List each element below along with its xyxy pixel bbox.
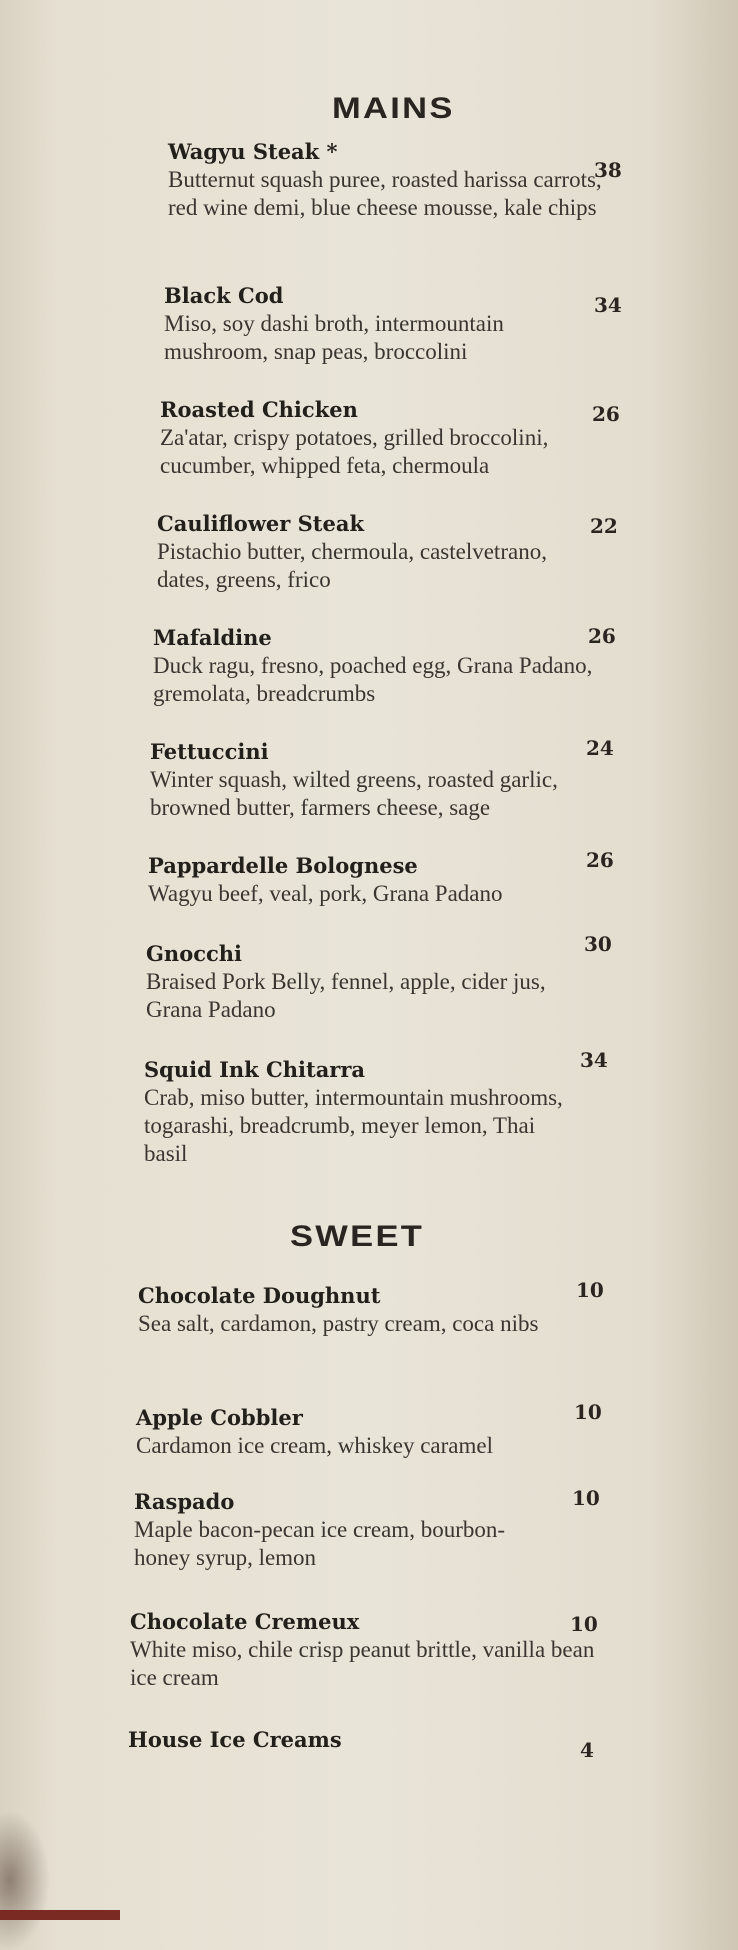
item-description: Sea salt, cardamon, pastry cream, coca nibs xyxy=(138,1311,539,1336)
item-name: Squid Ink Chitarra xyxy=(144,1057,366,1082)
item-name: Black Cod xyxy=(164,283,284,308)
item-description: Za'atar, crispy potatoes, grilled broccolini, cucumber, whipped feta, chermoula xyxy=(160,425,549,478)
item-price: 34 xyxy=(580,1048,608,1072)
menu-item xyxy=(136,1404,606,1460)
item-name: Mafaldine xyxy=(153,625,272,650)
section-title-mains: MAINS xyxy=(332,92,455,125)
item-description: Pistachio butter, chermoula, castelvetrano, dates, greens, frico xyxy=(157,539,547,592)
menu-item xyxy=(164,282,604,366)
menu-item xyxy=(128,1726,548,1754)
item-price: 26 xyxy=(586,848,614,872)
item-description: White miso, chile crisp peanut brittle, vanilla bean ice cream xyxy=(130,1637,595,1690)
item-name: Roasted Chicken xyxy=(160,397,358,422)
item-price: 4 xyxy=(580,1738,594,1762)
menu-item xyxy=(157,510,597,594)
table-edge xyxy=(0,1910,120,1920)
menu-item xyxy=(168,138,608,222)
item-price: 26 xyxy=(592,402,620,426)
item-price: 26 xyxy=(588,624,616,648)
item-name: Wagyu Steak * xyxy=(168,139,338,164)
item-name: House Ice Creams xyxy=(128,1727,342,1752)
menu-item xyxy=(130,1608,600,1692)
item-description: Butternut squash puree, roasted harissa carrots, red wine demi, blue cheese mousse, kale chips xyxy=(168,167,602,220)
item-description: Wagyu beef, veal, pork, Grana Padano xyxy=(148,881,503,906)
item-description: Maple bacon-pecan ice cream, bourbon-honey syrup, lemon xyxy=(134,1517,506,1570)
section-title-sweet: SWEET xyxy=(290,1220,425,1253)
item-price: 10 xyxy=(572,1486,600,1510)
menu-item xyxy=(146,940,586,1024)
item-price: 24 xyxy=(586,736,614,760)
item-description: Cardamon ice cream, whiskey caramel xyxy=(136,1433,493,1458)
item-price: 10 xyxy=(576,1278,604,1302)
menu-item xyxy=(134,1488,554,1572)
item-price: 10 xyxy=(574,1400,602,1424)
item-description: Duck ragu, fresno, poached egg, Grana Padano, gremolata, breadcrumbs xyxy=(153,653,593,706)
item-name: Chocolate Cremeux xyxy=(130,1609,360,1634)
menu-item xyxy=(160,396,620,480)
item-price: 22 xyxy=(590,514,618,538)
menu-item xyxy=(153,624,593,708)
item-price: 38 xyxy=(594,158,622,182)
item-description: Winter squash, wilted greens, roasted garlic, browned butter, farmers cheese, sage xyxy=(150,767,558,820)
item-name: Gnocchi xyxy=(146,941,243,966)
finger-shadow xyxy=(0,1810,50,1950)
menu-item xyxy=(138,1282,558,1338)
item-name: Apple Cobbler xyxy=(136,1405,303,1430)
menu-item xyxy=(150,738,620,822)
item-name: Pappardelle Bolognese xyxy=(148,853,418,878)
menu-item xyxy=(144,1056,584,1168)
item-name: Cauliflower Steak xyxy=(157,511,365,536)
item-name: Chocolate Doughnut xyxy=(138,1283,381,1308)
item-description: Crab, miso butter, intermountain mushrooms, togarashi, breadcrumb, meyer lemon, Thai basil xyxy=(144,1085,563,1166)
item-price: 34 xyxy=(594,293,622,317)
item-description: Miso, soy dashi broth, intermountain mushroom, snap peas, broccolini xyxy=(164,311,504,364)
menu-item xyxy=(148,852,618,908)
item-name: Raspado xyxy=(134,1489,235,1514)
item-name: Fettuccini xyxy=(150,739,269,764)
item-price: 10 xyxy=(570,1612,598,1636)
item-price: 30 xyxy=(584,932,612,956)
item-description: Braised Pork Belly, fennel, apple, cider jus, Grana Padano xyxy=(146,969,546,1022)
